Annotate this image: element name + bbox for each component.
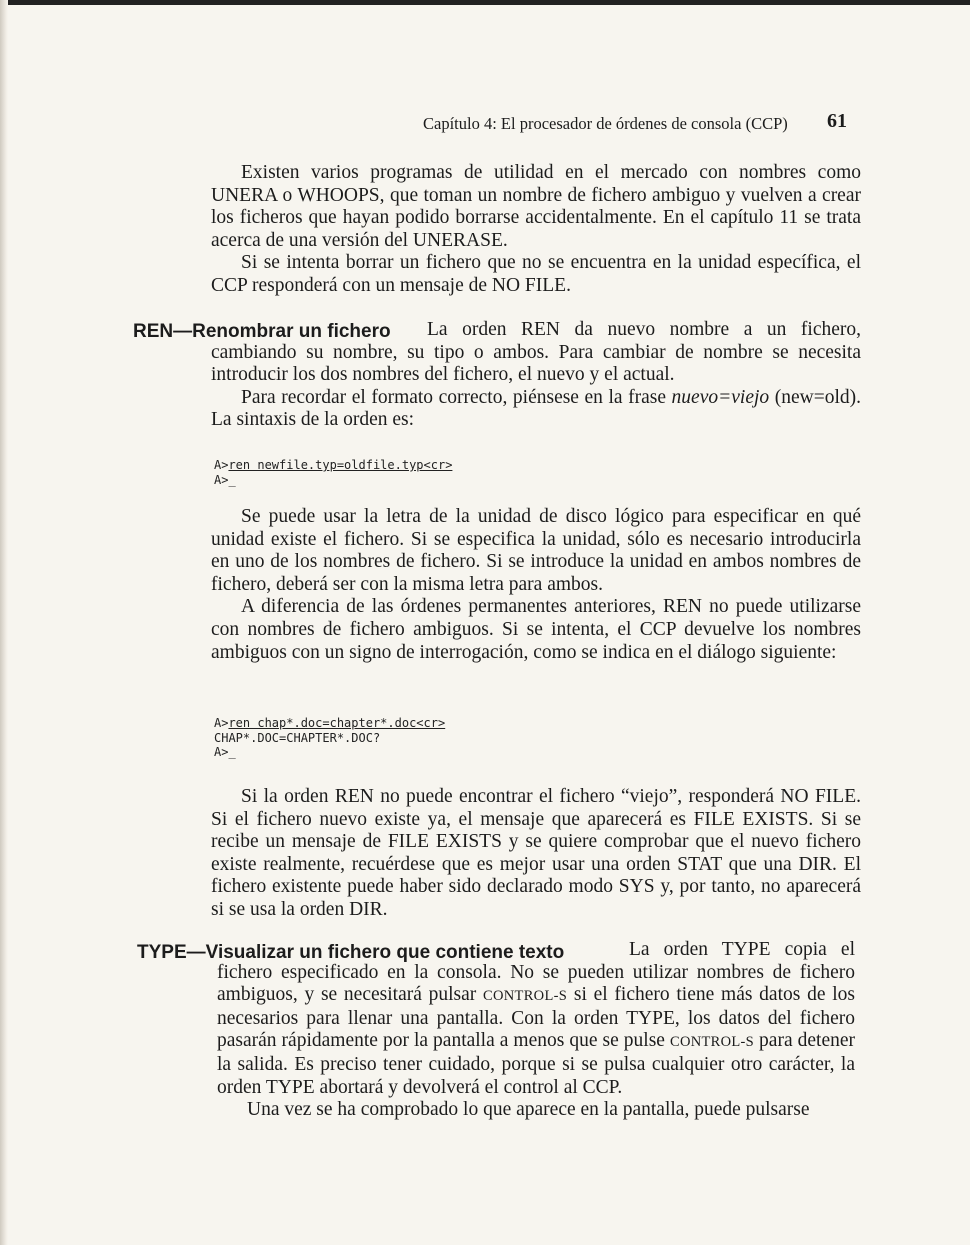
running-header (423, 110, 853, 138)
italic-phrase: nuevo=viejo (671, 386, 770, 408)
paragraph-ren-description: La orden REN da nuevo nombre a un fichero, cambiando su nombre, su tipo o ambos. Para cambiar de nombre se necesita introducir los dos nombres del fichero, el nuevo y el actual. (211, 319, 861, 386)
paragraph-ren-drive: Se puede usar la letra de la unidad de disco lógico para especificar en qué unidad existe el fichero. Si se especifica la unidad, sólo es necesario introducirla en uno de los nombres de fichero. Si se introduce la unidad en ambos nombres de fichero, deberá ser con la misma letra para ambos. (211, 506, 861, 595)
paragraph-utilities: Existen varios programas de utilidad en el mercado con nombres como UNERA o WHOOPS, que toman un nombre de fichero ambiguo y vuelven a crear los ficheros que hayan podido borrarse accidentalmente. En el capítulo 11 se trata acerca de una versión del UNERASE. (211, 162, 861, 251)
ren-intro-block (211, 319, 861, 432)
page-binding-shadow (0, 0, 8, 1245)
code-command: ren newfile.typ=oldfile.typ<cr> (228, 458, 453, 472)
section-heading-ren: REN—Renombrar un fichero (133, 321, 391, 342)
key-control-s: CONTROL-S (483, 988, 568, 1005)
code-block-ren-ambiguous: A>ren chap*.doc=chapter*.doc<cr> CHAP*.DOC=CHAPTER*.DOC? A>_ (214, 716, 446, 759)
paragraph-no-file: Si se intenta borrar un fichero que no se encuentra en la unidad específica, el CCP responderá con un mensaje de NO FILE. (211, 252, 861, 296)
section-heading-type: TYPE—Visualizar un fichero que contiene texto (137, 942, 565, 963)
code-command: ren chap*.doc=chapter*.doc<cr> (228, 716, 446, 730)
paragraph-ren-syntax: Para recordar el formato correcto, piénsese en la frase nuevo=viejo (new=old). La sintaxis de la orden es: (211, 386, 861, 431)
code-block-ren-syntax: A>ren newfile.typ=oldfile.typ<cr> A>_ (214, 458, 453, 487)
paragraph-type-continue: Una vez se ha comprobado lo que aparece en la pantalla, puede pulsarse (247, 1099, 810, 1121)
page-number: 61 (827, 110, 847, 132)
paragraph-type-description: La orden TYPE copia el fichero especificado en la consola. No se pueden utilizar nombres de fichero ambiguos, y se necesitará pulsar CONTROL-S si el fichero tiene más datos de los necesarios para llenar una pantalla. Con la orden TYPE, los datos del fichero pasarán rápidamente por la pantalla a menos que se pulse CONTROL-S para detener la salida. Es preciso tener cuidado, porque si se pulsa cualquier otro carácter, la orden TYPE abortará y devolverá el control al CCP. (217, 939, 856, 1098)
ren-errors-block (211, 786, 861, 922)
key-control-s: CONTROL-S (669, 1034, 755, 1051)
paragraph-ren-errors: Si la orden REN no puede encontrar el fichero “viejo”, responderá NO FILE. Si el fichero nuevo existe ya, el mensaje que aparecerá es FILE EXISTS. Si se recibe un mensaje de FILE EXISTS y se quiere comprobar que el nuevo fichero existe realmente, recuérdese que es mejor usar una orden STAT que una DIR. El fichero existente puede haber sido declarado modo SYS y, por tanto, no aparecerá si se usa la orden DIR. (211, 786, 861, 920)
paragraph-ren-ambiguous: A diferencia de las órdenes permanentes anteriores, REN no puede utilizarse con nombres de fichero ambiguos. Si se intenta, el CCP devuelve los nombres ambiguos con un signo de interrogación, como se indica en el diálogo siguiente: (211, 596, 861, 663)
intro-block (211, 162, 861, 298)
running-title: Capítulo 4: El procesador de órdenes de consola (CCP) (423, 114, 788, 133)
type-block (217, 939, 855, 1122)
ren-drive-block (211, 506, 861, 664)
page-top-edge (0, 0, 970, 5)
